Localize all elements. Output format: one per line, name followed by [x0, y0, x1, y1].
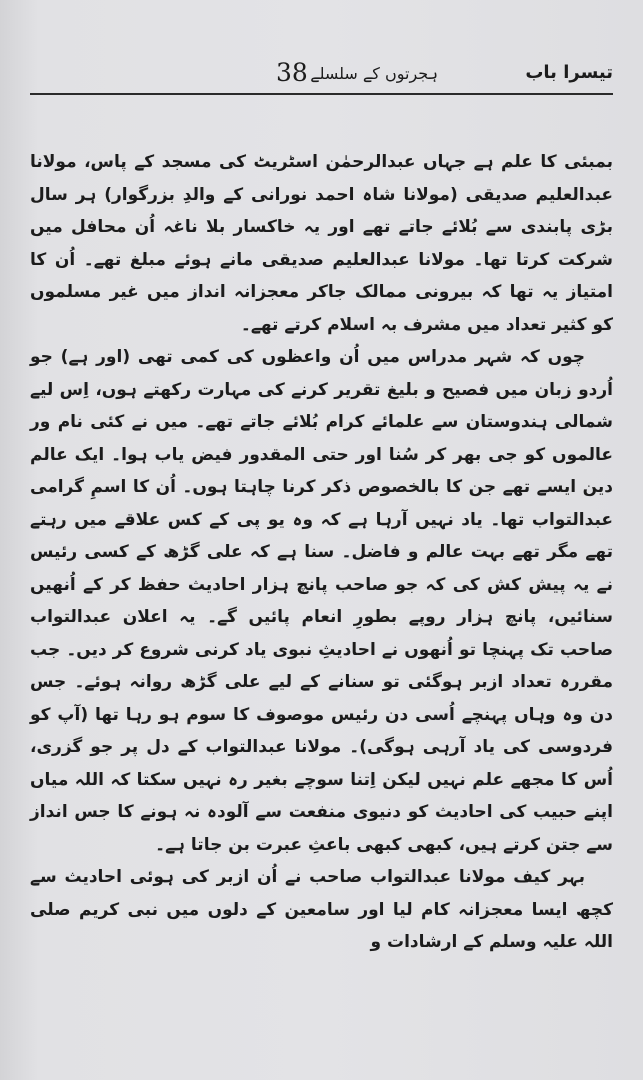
- page-header: [30, 58, 613, 94]
- page-number: 38: [276, 58, 308, 87]
- paragraph-1: بمبئی کا علم ہے جہاں عبدالرحمٰن اسٹریٹ کی مسجد کے پاس، مولانا عبدالعلیم صدیقی (مولانا شاہ احمد نورانی کے والدِ بزرگوار) ہر سال بڑی پابندی سے بُلائے جاتے تھے اور یہ خاکسار بلا ناغہ اُن محافل میں شرکت کرتا تھا۔ مولانا عبدالعلیم صدیقی مانے ہوئے مبلغ تھے۔ اُن کا امتیاز یہ تھا کہ بیرونی ممالک جاکر معجزانہ انداز میں غیر مسلموں کو کثیر تعداد میں مشرف بہ اسلام کرتے تھے۔: [30, 152, 613, 335]
- header-rule: [30, 93, 613, 95]
- chapter-title: تیسرا باب: [525, 62, 613, 83]
- running-title: ہجرتوں کے سلسلے: [310, 64, 438, 83]
- paragraph-3: بہر کیف مولانا عبدالتواب صاحب نے اُن ازبر کی ہوئی احادیث سے کچھ ایسا معجزانہ کام لیا اور سامعین کے دلوں میں نبی کریم صلی اللہ علیہ وسلم کے ارشادات و: [30, 867, 613, 952]
- page-body: [30, 146, 613, 959]
- paragraph-2: چوں کہ شہر مدراس میں اُن واعظوں کی کمی تھی (اور ہے) جو اُردو زبان میں فصیح و بلیغ تقریر کرنے کی مہارت رکھتے ہوں، اِس لیے شمالی ہندوستان سے علمائے کرام بُلائے جاتے تھے۔ میں نے کئی نام ور عالموں کو جی بھر کر سُنا اور حتی المقدور فیض یاب ہوا۔ ایک عالم دین ایسے تھے جن کا بالخصوص ذکر کرنا چاہتا ہوں۔ اُن کا اسمِ گرامی عبدالتواب تھا۔ یاد نہیں آرہا ہے کہ وہ یو پی کے کس علاقے میں رہتے تھے مگر تھے بہت عالم و فاضل۔ سنا ہے کہ علی گڑھ کے کسی رئیس نے یہ پیش کش کی کہ جو صاحب پانچ ہزار احادیث حفظ کر کے اُنھیں سنائیں، پانچ ہزار روپے بطورِ انعام پائیں گے۔ یہ اعلان عبدالتواب صاحب تک پہنچا تو اُنھوں نے احادیثِ نبوی یاد کرنی شروع کر دیں۔ جب مقررہ تعداد ازبر ہوگئی تو سنانے کے لیے علی گڑھ روانہ ہوئے۔ جس دن وہ وہاں پہنچے اُسی دن رئیس موصوف کا سوم ہو رہا تھا (آپ کو فردوسی کی یاد آرہی ہوگی)۔ مولانا عبدالتواب کے دل پر جو گزری، اُس کا مجھے علم نہیں لیکن اِتنا سوچے بغیر رہ نہیں سکتا کہ اللہ میاں اپنے حبیب کی احادیث کو دنیوی منفعت سے آلودہ نہ ہونے کا جس انداز سے جتن کرتے ہیں، کبھی کبھی باعثِ عبرت بن جاتا ہے۔: [30, 347, 613, 855]
